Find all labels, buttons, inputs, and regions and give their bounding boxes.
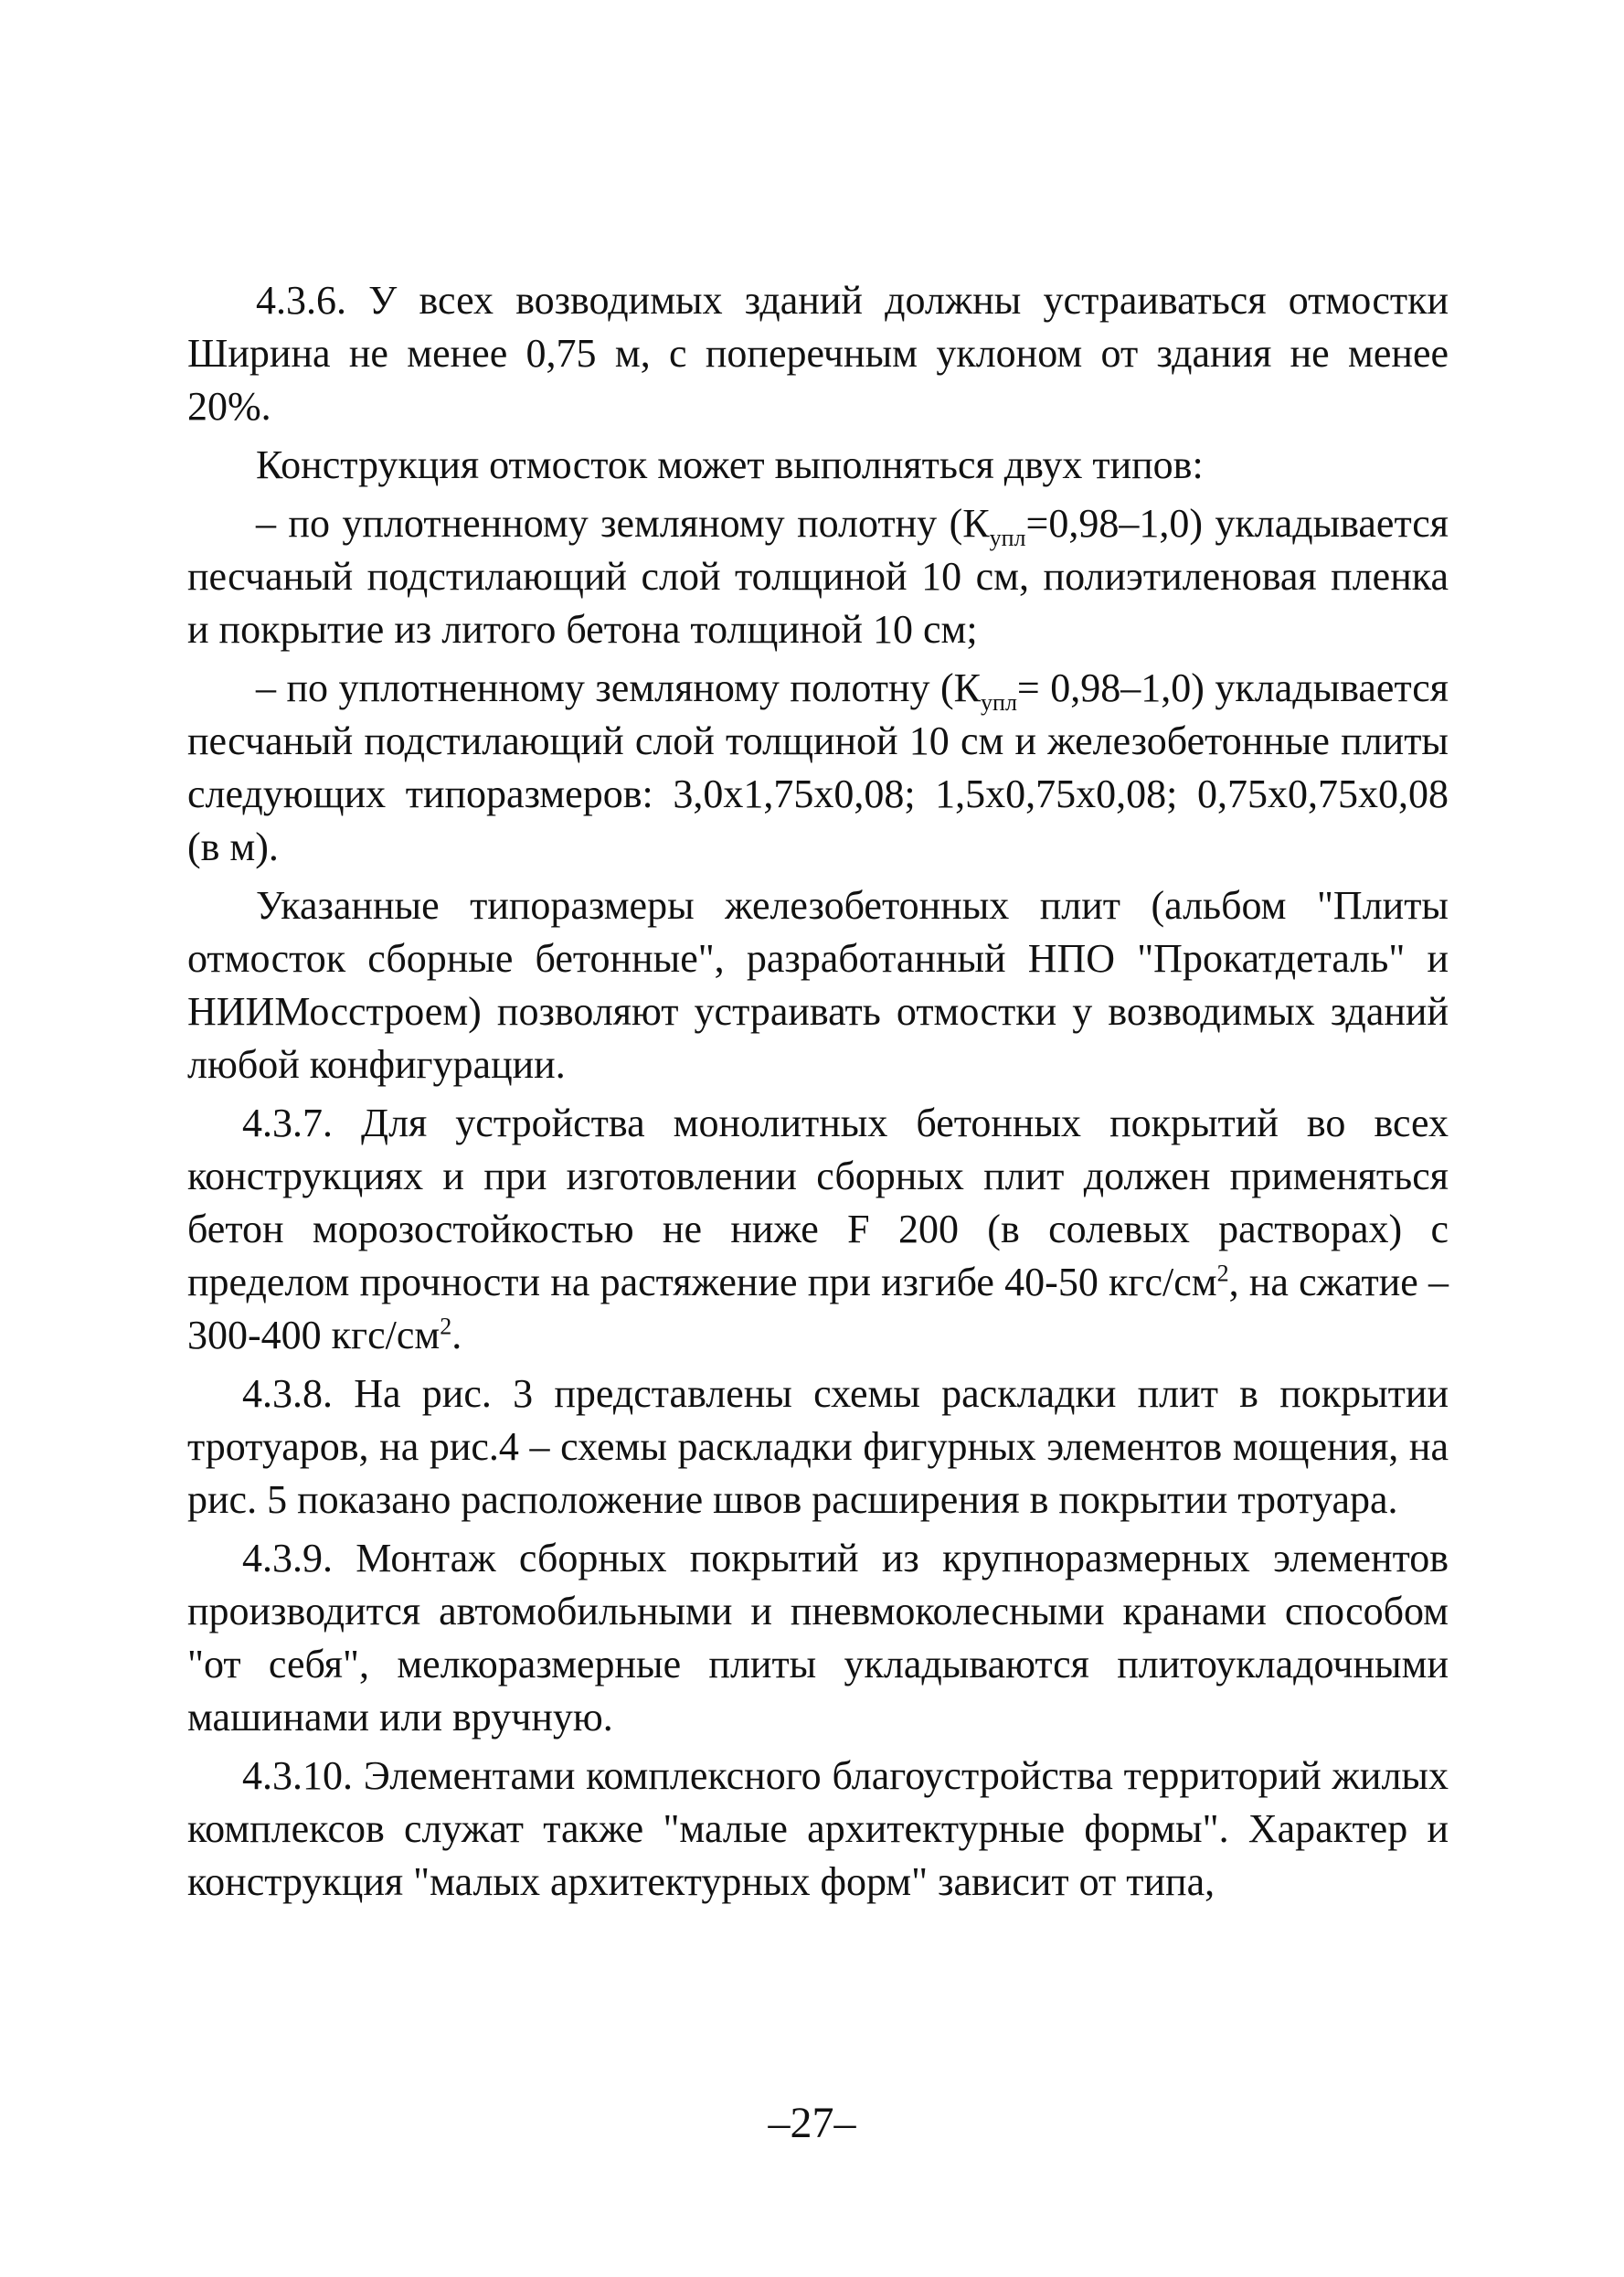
p437-part2: , на сжатие – 300-400 кгс/см bbox=[187, 1260, 1449, 1357]
type-2-subscript: упл bbox=[981, 688, 1017, 716]
p437-sup2: 2 bbox=[440, 1313, 452, 1340]
paragraph-4-3-6: 4.3.6. У всех возводимых зданий должны устраиваться отмостки Ширина не менее 0,75 м, с поперечным уклоном от здания не менее 20%. bbox=[187, 278, 1449, 429]
paragraph-4-3-10: 4.3.10. Элементами комплексного благоустройства территорий жилых комплексов служат также "малые архитектурные формы". Характер и конструкция "малых архитектурных форм" зависит от типа, bbox=[187, 1753, 1449, 1904]
page-number: –27– bbox=[768, 2099, 856, 2147]
p437-part3: . bbox=[451, 1313, 462, 1357]
paragraph-4-3-9: 4.3.9. Монтаж сборных покрытий из крупноразмерных элементов производится автомобильными и пневмоколесными кранами способом "от себя", мелкоразмерные плиты укладываются плитоукладочными машинами или вручную. bbox=[187, 1536, 1449, 1740]
paragraph-type-2 bbox=[187, 662, 1449, 874]
p437-part1: 4.3.7. Для устройства монолитных бетонных покрытий во всех конструкциях и при изготовлении сборных плит должен применяться бетон морозостойкостью не ниже F 200 (в солевых растворах) с пределом прочности на растяжение при изгибе 40-50 кгс/см bbox=[187, 1101, 1449, 1304]
paragraph-album: Указанные типоразмеры железобетонных плит (альбом "Плиты отмосток сборные бетонные", разработанный НПО "Прокатдеталь" и НИИМосстроем) позволяют устраивать отмостки у возводимых зданий любой конфигурации. bbox=[187, 883, 1449, 1087]
paragraph-4-3-7 bbox=[187, 1097, 1449, 1362]
document-body bbox=[187, 274, 1449, 1914]
type-1-before: – по уплотненному земляному полотну (К bbox=[256, 501, 990, 546]
type-1-subscript: упл bbox=[989, 524, 1026, 551]
paragraph-type-1 bbox=[187, 497, 1449, 656]
type-2-before: – по уплотненному земляному полотну (К bbox=[256, 665, 982, 710]
paragraph-types-intro: Конструкция отмосток может выполняться двух типов: bbox=[256, 442, 1204, 487]
paragraph-4-3-8: 4.3.8. На рис. 3 представлены схемы раскладки плит в покрытии тротуаров, на рис.4 – схемы раскладки фигурных элементов мощения, на рис. 5 показано расположение швов расширения в покрытии тротуара. bbox=[187, 1371, 1449, 1522]
type-1-after: =0,98–1,0) укладывается песчаный подстилающий слой толщиной 10 см, полиэтиленовая пленка и покрытие из литого бетона толщиной 10 см; bbox=[187, 501, 1449, 652]
type-2-after: = 0,98–1,0) укладывается песчаный подстилающий слой толщиной 10 см и железобетонные плиты следующих типоразмеров: 3,0х1,75х0,08; 1,5х0,75х0,08; 0,75х0,75х0,08 (в м). bbox=[187, 665, 1449, 869]
p437-sup1: 2 bbox=[1216, 1260, 1229, 1287]
